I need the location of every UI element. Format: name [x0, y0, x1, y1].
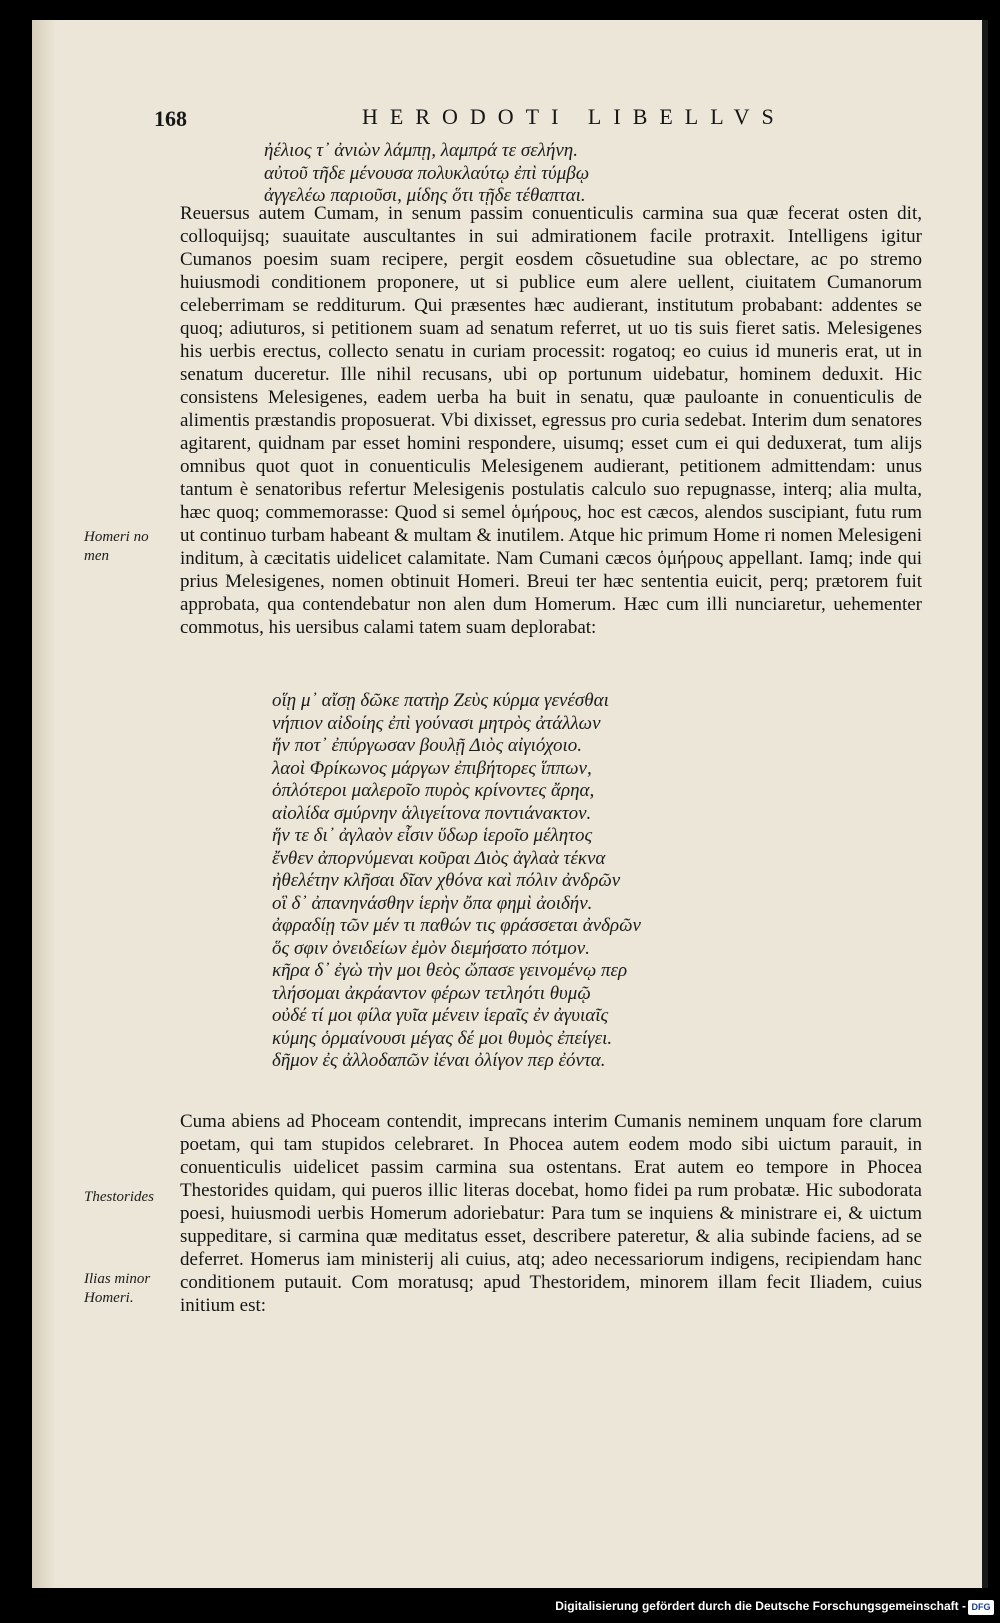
verse-line: αὐτοῦ τῆδε μένουσα πολυκλαύτῳ ἐπὶ τύμβῳ	[264, 162, 590, 184]
verse-line: ἠθελέτην κλῆσαι δῖαν χθόνα καὶ πόλιν ἀνδρῶν	[272, 870, 621, 891]
verse-line: τλήσομαι ἀκράαντον φέρων τετληότι θυμῷ	[272, 982, 591, 1004]
running-title: HERODOTI LIBELLVS	[362, 104, 786, 129]
verse-line: κῆρα δ᾽ ἐγὼ τὴν μοι θεὸς ὤπασε γεινομένῳ περ	[272, 960, 628, 981]
verse-line: αἰολίδα σμύρνην ἁλιγείτονα ποντιάνακτον.	[272, 802, 592, 824]
verse-line: ἔνθεν ἀπορνύμεναι κοῦραι Διὸς ἀγλαὰ τέκνα	[272, 847, 606, 869]
verse-block-mid	[272, 690, 641, 1073]
verse-line: οἵῃ μ᾽ αἴσῃ δῶκε πατὴρ Ζεὺς κύρμα γενέσθαι	[272, 690, 609, 711]
verse-line: οἳ δ᾽ ἀπανηνάσθην ἱερὴν ὄπα φημὶ ἀοιδήν.	[272, 892, 593, 914]
page-gutter-shadow	[32, 20, 56, 1588]
margin-note-ilias-minor: Ilias minor Homeri.	[84, 1271, 151, 1306]
page-header	[32, 96, 982, 136]
verse-line: ἀφραδίῃ τῶν μέν τι παθών τις φράσσεται ἀνδρῶν	[272, 915, 641, 936]
verse-line: νήπιον αἰδοίης ἐπὶ γούνασι μητρὸς ἀτάλλων	[272, 712, 601, 734]
verse-line: δῆμον ἐς ἀλλοδαπῶν ἰέναι ὀλίγον περ ἐόντα.	[272, 1050, 606, 1071]
verse-line: ἥν ποτ᾽ ἐπύργωσαν βουλῇ Διὸς αἰγιόχοιο.	[272, 735, 583, 756]
verse-line: ὅς σφιν ὀνειδείων ἐμὸν διεμήσατο πότμον.	[272, 937, 590, 959]
paragraph: Cuma abiens ad Phoceam contendit, imprecans interim Cumanis neminem unquam fore clarum poetam, qui tam stupidos celebraret. In Phocea autem eodem modo sibi uictum parauit, in conuenticulis uidelicet passim carmina sua ostentans. Erat autem eo tempore in Phocea Thestorides quidam, qui pueros illic literas docebat, homo fidei pa rum probatæ. Hic subodorata poesi, huiusmodi uerbis Homerum adoriebatur: Para tum se inquiens & ministrare ei, & uictum suppeditare, si carmina quæ meditatus esset, describere pateretur, & alia subinde faciens, ad se deferret. Homerus iam ministerij ali cuius, atq; adeo necessariorum indigens, recipiendam hanc conditionem putauit. Com moratusq; apud Thestoridem, minorem illam fecit Iliadem, cuius initium est:	[180, 1111, 922, 1316]
verse-line: οὐδέ τί μοι φίλα γυῖα μένειν ἱεραῖς ἐν ἀγυιαῖς	[272, 1005, 609, 1026]
footer-bar	[0, 1588, 1000, 1623]
verse-line: λαοὶ Φρίκωνος μάργων ἐπιβήτορες ἵππων,	[272, 757, 592, 779]
prose-block-1	[180, 202, 922, 639]
footer-credit: Digitalisierung gefördert durch die Deutsche Forschungsgemeinschaft -	[555, 1599, 966, 1613]
verse-line: ἠέλιος τ᾽ ἀνιὼν λάμπῃ, λαμπρά τε σελήνη.	[264, 140, 578, 161]
verse-line: ὁπλότεροι μαλεροῖο πυρὸς κρίνοντες ἄρηα,	[272, 780, 595, 801]
verse-line: ἀγγελέω παριοῦσι, μίδης ὅτι τῇδε τέθαπται.	[264, 185, 586, 206]
dfg-logo-icon: DFG	[968, 1600, 994, 1615]
paragraph: Reuersus autem Cumam, in senum passim conuenticulis carmina sua quæ fecerat osten dit, colloquijsq; suauitate auscultantes in sui admirationem facile protraxit. Intelligens igitur Cumanos poesim suam recipere, pergit eosdem cõsuetudine sua oblectare, ac po stremo huiusmodi conditionem proponere, ut si publice eum alere uellent, ciuitatem Cumanorum celeberrimam se redditurum. Qui præsentes hæc audierant, institutum probabant: addentes se quoq; adiuturos, si petitionem suam ad senatum referret, ut uo tis suis fieret satis. Melesigenes his uerbis erectus, collecto senatu in curiam processit: rogatoq; eo cuius id muneris erat, ut in senatum duceretur. Ille nihil recusans, ubi op portunum uidebatur, hominem deduxit. Hic consistens Melesigenes, eadem uerba ha buit in senatu, quæ pauloante in conuenticulis de alimentis præstandis proposuerat. Vbi dixisset, egressus pro curia sedebat. Interim dum senatores agitarent, quidnam par esset homini respondere, uisumq; esset cum ei qui deduxerat, tum alijs omnibus quot quot in conuenticulis Melesigenem audierant, petitionem admittendam: unus tantum è senatoribus refertur Melesigenis postulatis calculo suo repugnasse, interq; alia multa, hæc quoq; commemorasse: Quod si semel ὁμήρους, hoc est cæcos, alendos suscipiant, futu rum ut continuo turbam habeant & multam & inutilem. Atque hic primum Home ri nomen Melesigeni inditum, à cæcitatis uidelicet calamitate. Nam Cumani cæcos ὁμήρους appellant. Iamq; inde qui prius Melesigenes, nomen obtinuit Homeri. Breui ter hæc sententia euicit, perq; prætorem fuit approbata, qua contendebatur non alen dum Homerum. Hæc cum illi nunciaretur, uehementer commotus, his uersibus calami tatem suam deplorabat:	[180, 203, 922, 638]
prose-block-2	[180, 1110, 922, 1317]
verse-line: ἥν τε δι᾽ ἀγλαὸν εἶσιν ὕδωρ ἱεροῖο μέλητος	[272, 825, 593, 846]
book-page	[32, 20, 988, 1588]
page-number: 168	[154, 106, 187, 131]
verse-line: κύμης ὁρμαίνουσι μέγας δέ μοι θυμὸς ἐπείγει.	[272, 1027, 613, 1049]
margin-note-thestorides: Thestorides	[84, 1189, 155, 1205]
verse-block-top	[264, 140, 589, 208]
margin-note-homeri-nomen: Homeri no men	[84, 529, 149, 564]
